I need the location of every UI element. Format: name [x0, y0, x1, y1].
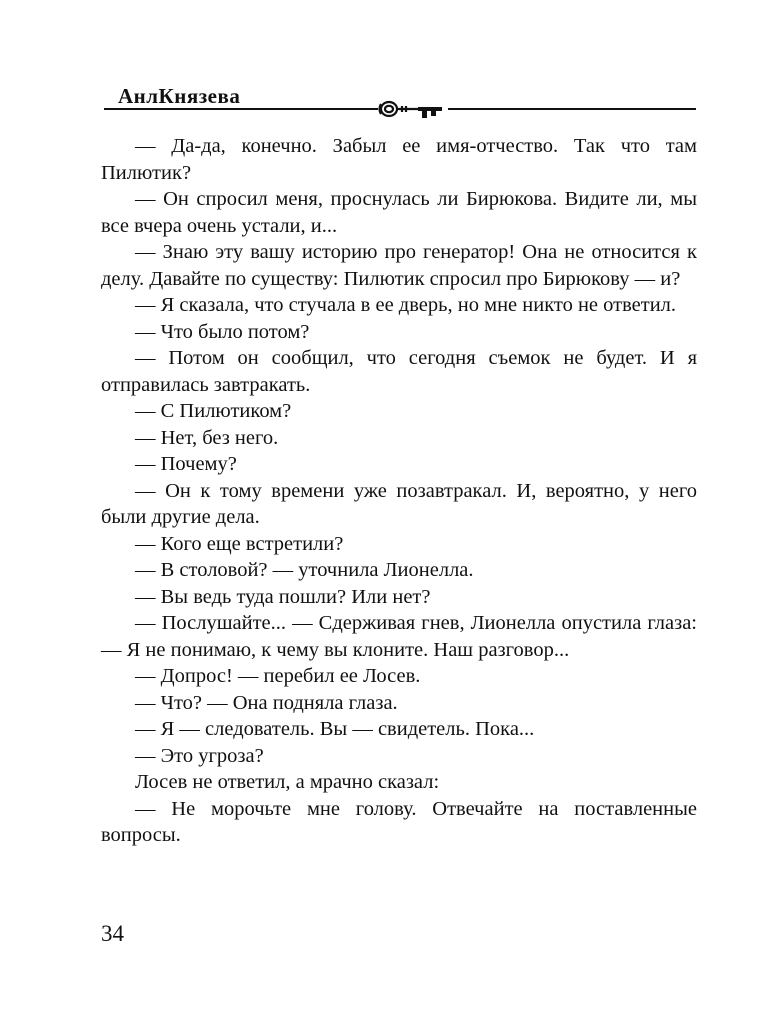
paragraph: — Допрос! — перебил ее Лосев.: [135, 665, 421, 687]
paragraph: — Потом он сообщил, что сегодня съемок не будет. И я отправилась завтракать.: [101, 347, 697, 396]
paragraph: — Кого еще встретили?: [135, 532, 344, 555]
paragraph: — Послушайте... — Сдерживая гнев, Лионелла опустила глаза: — Я не понимаю, к чему вы клоните. Наш разговор...: [101, 612, 697, 661]
paragraph: — Да-да, конечно. Забыл ее имя-отчество. Так что там Пилютик?: [101, 135, 697, 184]
paragraph: — Это угроза?: [135, 744, 264, 767]
paragraph: — Что было потом?: [135, 320, 310, 343]
paragraph: — Не морочьте мне голову. Отвечайте на поставленные вопросы.: [101, 797, 697, 846]
body-text: [101, 133, 697, 849]
paragraph: — Он к тому времени уже позавтракал. И, вероятно, у него были другие дела.: [101, 479, 697, 528]
paragraph: — Знаю эту вашу историю про генератор! Она не относится к делу. Давайте по существу: Пилютик спросил про Бирюкову — и?: [101, 241, 697, 290]
paragraph: — Что? — Она подняла глаза.: [135, 691, 398, 714]
paragraph: — Я — следователь. Вы — свидетель. Пока...: [135, 718, 535, 740]
key-icon: [378, 98, 448, 122]
paragraph: — Почему?: [135, 453, 237, 475]
paragraph: — В столовой? — уточнила Лионелла.: [135, 559, 474, 581]
paragraph: Лосев не ответил, а мрачно сказал:: [135, 771, 440, 793]
paragraph: — Вы ведь туда пошли? Или нет?: [135, 585, 431, 608]
author-name: АнлКнязева: [118, 84, 241, 108]
running-header: [96, 84, 696, 124]
paragraph: — Нет, без него.: [135, 426, 279, 449]
paragraph: — С Пилютиком?: [135, 400, 292, 422]
paragraph: — Я сказала, что стучала в ее дверь, но мне никто не ответил.: [135, 294, 677, 316]
paragraph: — Он спросил меня, проснулась ли Бирюкова. Видите ли, мы все вчера очень устали, и...: [101, 188, 697, 237]
page-number: 34: [101, 921, 124, 946]
